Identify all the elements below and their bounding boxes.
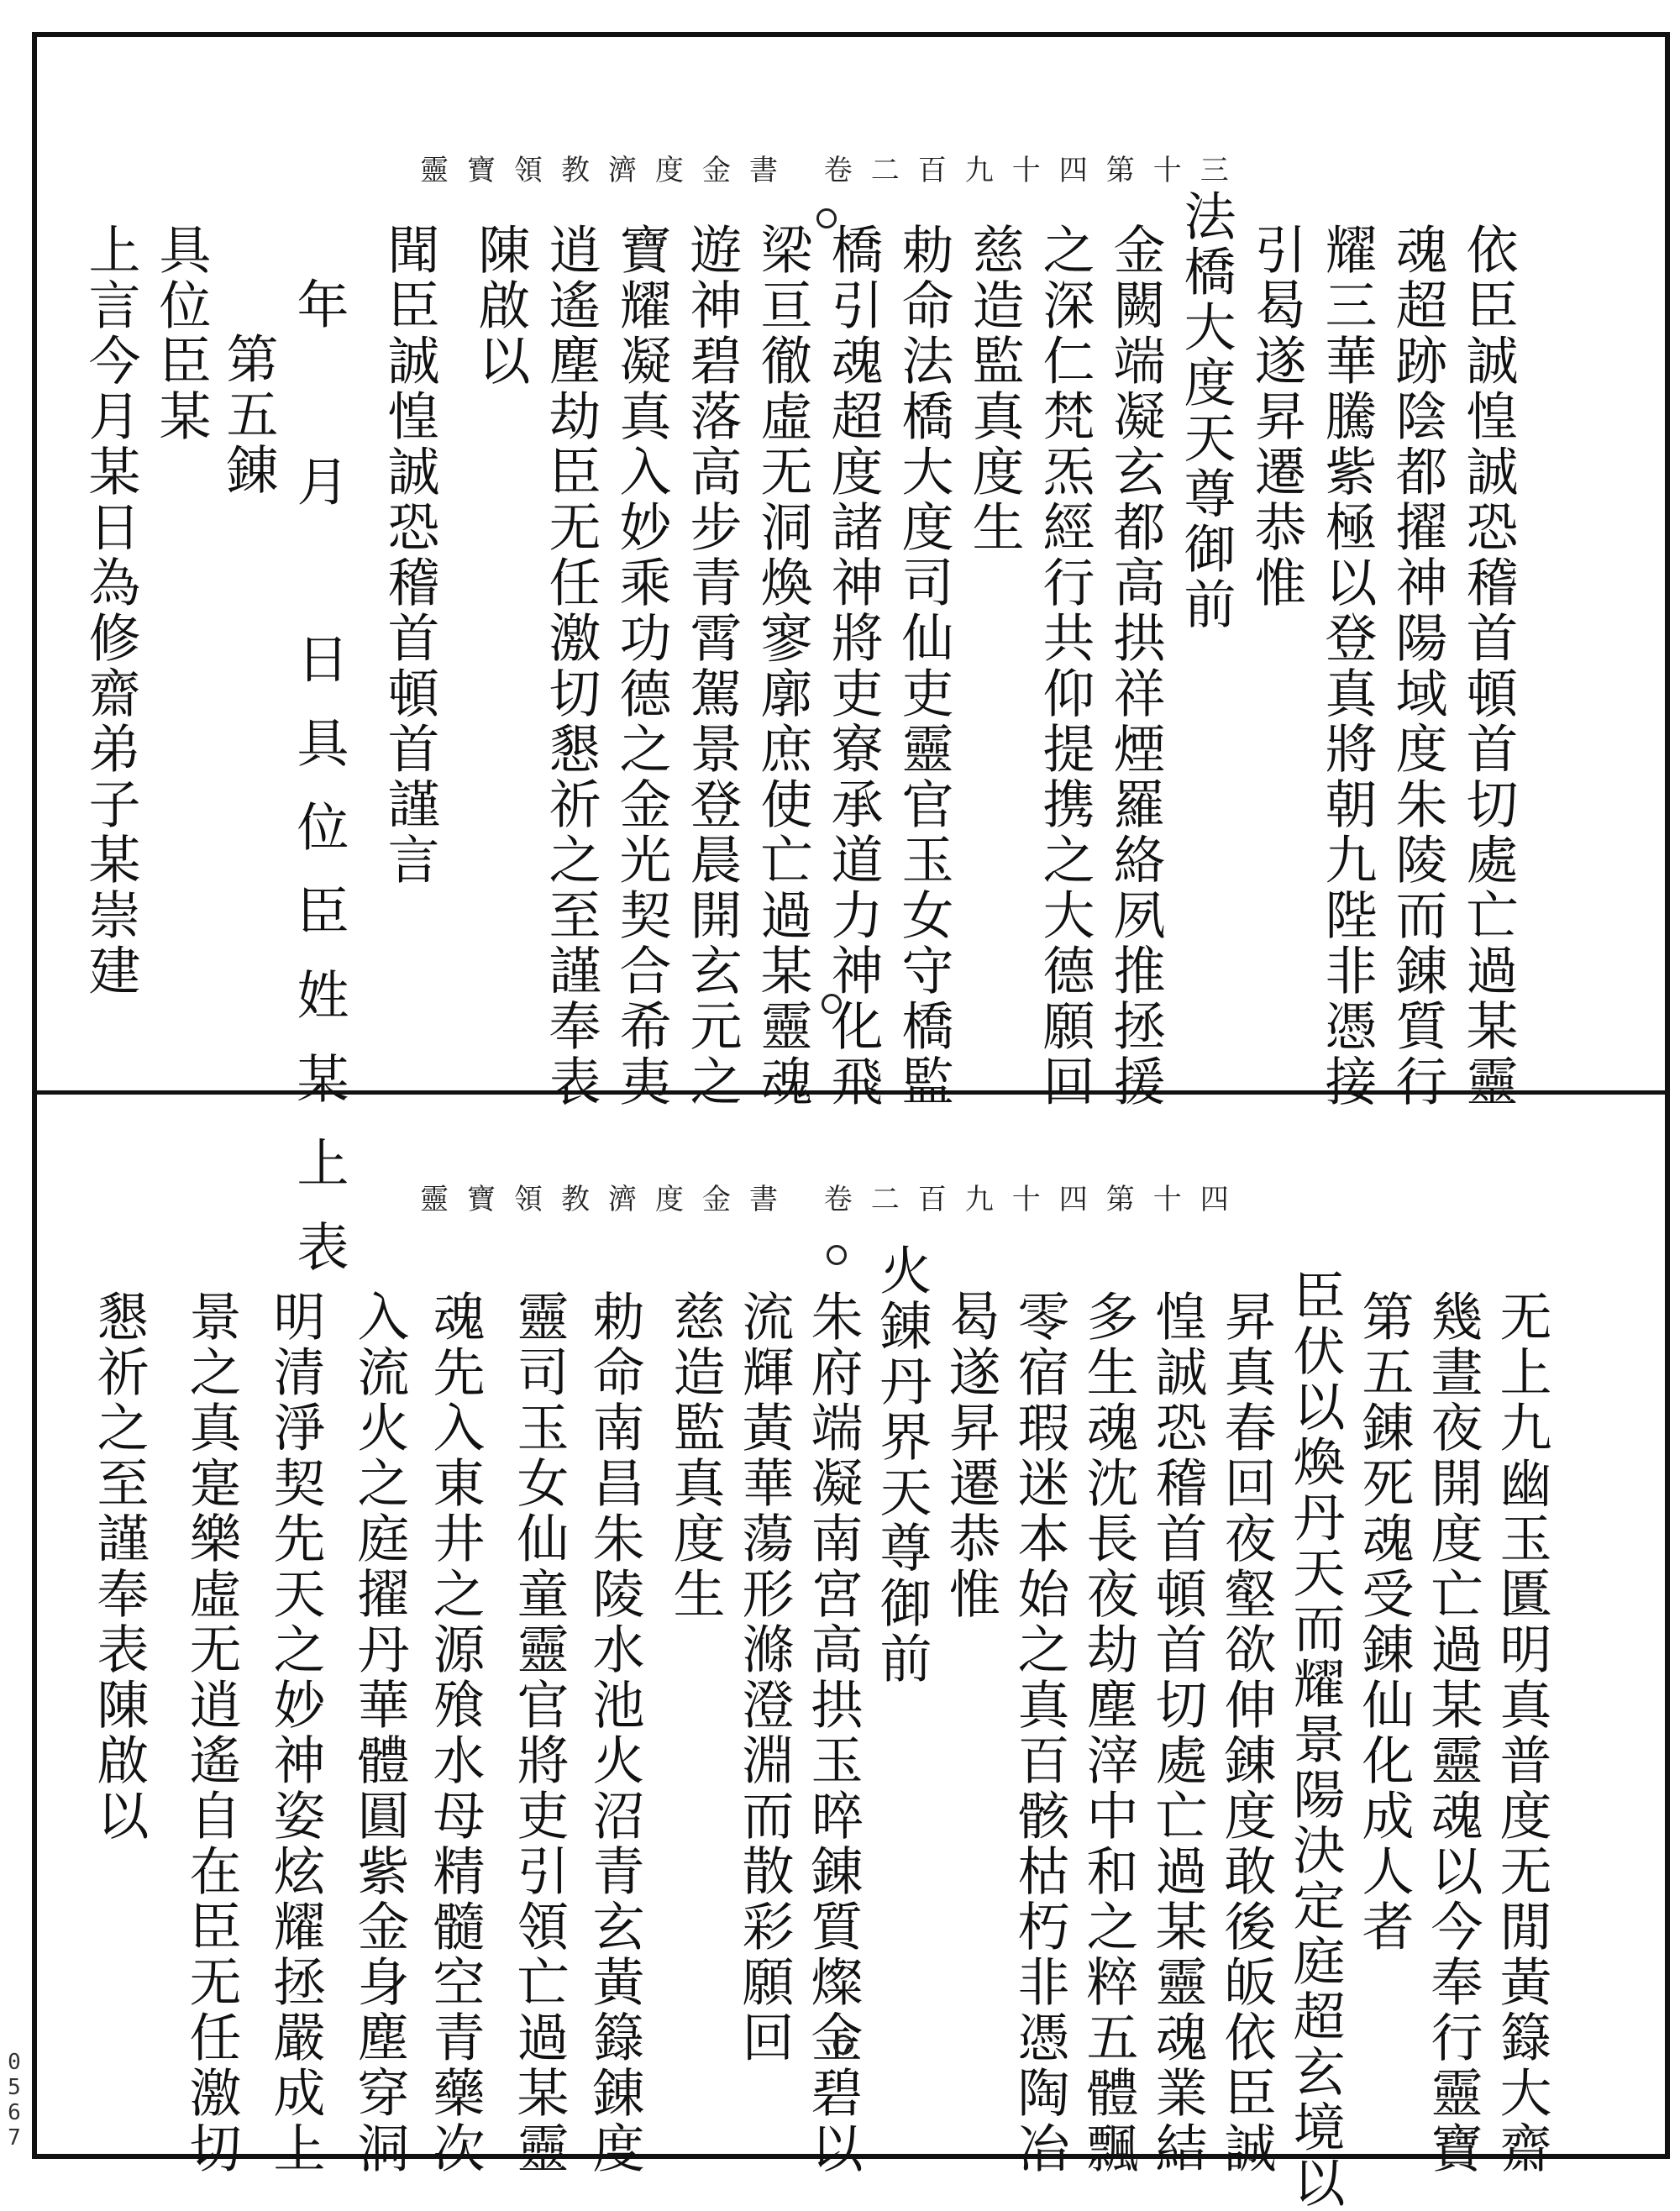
top-column-3: 耀三華騰紫極以登真將朝九陛非憑接 xyxy=(1316,223,1378,1110)
bottom-column-3: 第五錬死魂受錬仙化成人者 xyxy=(1353,1289,1415,1955)
top-column-4: 引曷遂昇遷恭惟 xyxy=(1246,223,1307,611)
bottom-column-8: 零宿瑕迷本始之真百骸枯朽非憑陶冶 xyxy=(1009,1289,1070,2177)
bottom-page-header: 靈寶領教濟度金書 卷二百九十四第十四 xyxy=(420,1183,1247,1216)
bottom-column-15: 靈司玉女仙童靈官將吏引領亡過某靈 xyxy=(508,1289,570,2177)
top-column-18: 第五錬 xyxy=(218,332,279,498)
bottom-column-20: 懇祈之至謹奉表陳啟以 xyxy=(88,1289,150,1844)
top-column-6: 金闕端凝玄都高拱祥煙羅絡夙推拯援 xyxy=(1105,223,1166,1110)
bottom-column-19: 景之真寔樂虛无逍遙自在臣无任激切 xyxy=(181,1289,242,2177)
column-marker-circle xyxy=(827,1245,847,1265)
top-column-7: 之深仁梵炁經行共仰提携之大德願回 xyxy=(1034,223,1095,1110)
column-marker-circle xyxy=(822,994,842,1014)
bottom-column-5: 昇真春回夜壑欲伸錬度敢後皈依臣誠 xyxy=(1215,1289,1277,2177)
column-marker-circle xyxy=(833,2035,853,2055)
bottom-column-18: 明清淨契先天之妙神姿炫耀拯嚴成上 xyxy=(265,1289,326,2177)
top-column-17: 年 月 日具位臣姓某上表 xyxy=(288,277,349,1304)
top-column-12: 遊神碧落高步青霄駕景登晨開玄元之 xyxy=(681,223,743,1110)
bottom-column-17: 入流火之庭擢丹華體圓紫金身塵穿洞 xyxy=(349,1289,410,2177)
top-page-header: 靈寶領教濟度金書 卷二百九十四第十三 xyxy=(420,154,1247,187)
bottom-column-14: 勅命南昌朱陵水池火沼青玄黃籙錬度 xyxy=(584,1289,645,2177)
top-column-15: 陳啟以 xyxy=(470,223,531,389)
top-column-9: 勅命法橋大度司仙吏靈官玉女守橋監 xyxy=(893,223,954,1110)
bottom-column-13: 慈造監真度生 xyxy=(664,1289,726,1622)
top-column-13: 寶耀凝真入妙乘功德之金光契合希夷 xyxy=(611,223,672,1110)
top-column-14: 逍遙塵劫臣无任激切懇祈之至謹奉表 xyxy=(540,223,601,1110)
bottom-column-7: 多生魂沈長夜劫塵滓中和之粹五體飄 xyxy=(1078,1289,1139,2177)
bottom-column-10: 火錬丹界天尊御前 xyxy=(871,1243,932,1687)
top-column-5: 法橋大度天尊御前 xyxy=(1175,189,1236,633)
bottom-column-1: 无上九幽玉匱明真普度无閒黃籙大齋 xyxy=(1491,1289,1552,2177)
bottom-column-6: 惶誠恐稽首頓首切處亡過某靈魂業結 xyxy=(1147,1289,1208,2177)
top-column-2: 魂超跡陰都擢神陽域度朱陵而錬質行 xyxy=(1387,223,1448,1110)
top-column-19: 具位臣某 xyxy=(150,223,212,444)
bottom-column-9: 曷遂昇遷恭惟 xyxy=(940,1289,1001,1622)
page-number: 0567 xyxy=(2,2050,27,2151)
bottom-column-2: 幾晝夜開度亡過某靈魂以今奉行靈寶 xyxy=(1422,1289,1483,2177)
top-column-16: 聞臣誠惶誠恐稽首頓首謹言 xyxy=(379,223,440,888)
top-column-11: 梁亘徹虛无洞煥寥廓庶使亡過某靈魂 xyxy=(752,223,813,1110)
column-marker-circle xyxy=(816,208,837,228)
bottom-column-11: 朱府端凝南宮高拱玉晬錬質燦金碧以 xyxy=(802,1289,864,2177)
bottom-column-4: 臣伏以煥丹天而耀景陽決定庭超玄境以 xyxy=(1284,1268,1346,2211)
top-column-8: 慈造監真度生 xyxy=(963,223,1025,555)
bottom-column-12: 流輝黃華蕩形滌澄淵而散彩願回 xyxy=(733,1289,795,2066)
top-column-10: 橋引魂超度諸神將吏寮承道力神化飛 xyxy=(822,223,884,1110)
top-column-20: 上言今月某日為修齋弟子某崇建 xyxy=(80,223,141,999)
top-column-1: 依臣誠惶誠恐稽首頓首切處亡過某靈 xyxy=(1457,223,1519,1110)
bottom-column-16: 魂先入東井之源飱水母精髓空青藥次 xyxy=(424,1289,486,2177)
